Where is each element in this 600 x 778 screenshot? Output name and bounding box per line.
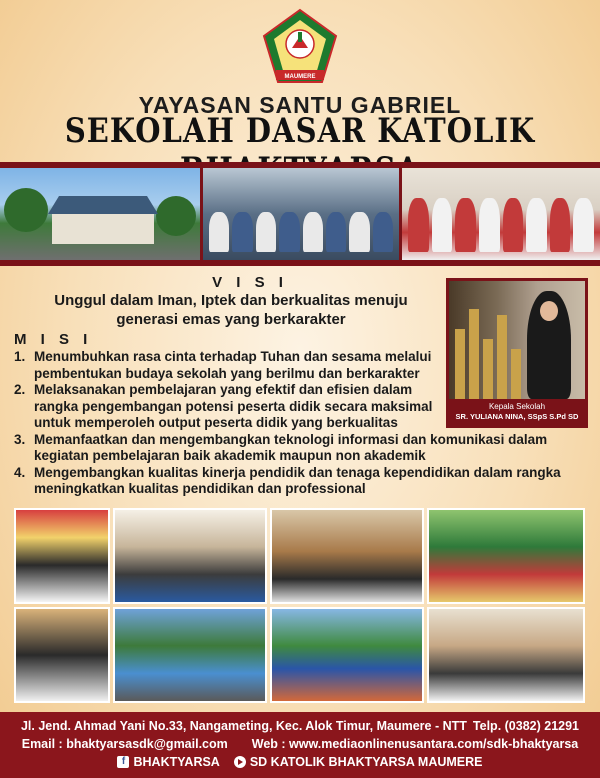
gallery-photo: [270, 508, 424, 604]
facebook-icon: f: [117, 756, 129, 768]
gallery-photo: [427, 607, 585, 703]
svg-text:MAUMERE: MAUMERE: [284, 74, 316, 80]
photo-banner: [0, 162, 600, 266]
students-uniform-photo: [402, 168, 600, 260]
facebook-link[interactable]: f BHAKTYARSA: [117, 753, 219, 771]
footer-address-row: [0, 717, 600, 735]
misi-item: 3. Memanfaatkan dan mengembangkan teknologi informasi dan komunikasi dalam kegiatan pembelajaran baik akademik maupun non akademik: [14, 431, 548, 463]
principal-name: SR. YULIANA NINA, SSpS S.Pd SD: [455, 412, 579, 421]
visi-title: V I S I: [212, 274, 288, 291]
people-row: [209, 212, 393, 252]
header: [0, 0, 600, 162]
activity-gallery: [14, 508, 586, 706]
footer-contact-row: [0, 735, 600, 753]
vision-mission-section: [0, 266, 600, 506]
building-roof: [48, 196, 158, 214]
address-text: Jl. Jend. Ahmad Yani No.33, Nangameting, Kec. Alok Timur, Maumere - NTT: [20, 719, 467, 733]
tree-shape: [4, 188, 48, 232]
misi-item: 2. Melaksanakan pembelajaran yang efektif dan efisien dalam rangka pengembangan potensi peserta didik secara maksimal untuk memperoleh output peserta didik yang berkualitas: [14, 382, 433, 430]
visi-text: [22, 291, 440, 329]
gallery-photo: [270, 607, 424, 703]
building-body: [52, 214, 154, 244]
school-logo-emblem: [262, 8, 338, 86]
misi-item: 1. Menumbuhkan rasa cinta terhadap Tuhan dan sesama melalui pembentukan budaya sekolah yang berilmu dan berkarakter: [14, 349, 432, 381]
gallery-photo: [427, 508, 585, 604]
foundation-title: YAYASAN SANTU GABRIEL: [138, 92, 462, 118]
gallery-photo: [113, 508, 267, 604]
people-row: [408, 198, 594, 252]
principal-photo: [449, 281, 585, 399]
principal-role: Kepala Sekolah: [488, 402, 546, 411]
school-title: SEKOLAH DASAR KATOLIK: [64, 110, 536, 150]
students-group-photo: [203, 168, 399, 260]
footer-social-row: [0, 753, 600, 771]
email-link[interactable]: Email : bhaktyarsasdk@gmail.com: [21, 737, 228, 751]
gallery-photo: [14, 508, 110, 604]
visi-line: Unggul dalam Iman, Iptek dan berkualitas menuju: [54, 292, 408, 309]
gallery-photo: [113, 607, 267, 703]
misi-title: M I S I: [14, 331, 93, 348]
misi-item: 4. Mengembangkan kualitas kinerja pendidik dan tenaga kependidikan dalam rangka meningkatkan kualitas pendidikan dan professional: [14, 464, 561, 496]
youtube-link[interactable]: SD KATOLIK BHAKTYARSA MAUMERE: [234, 753, 483, 771]
web-link[interactable]: Web : www.mediaonlinenusantara.com/sdk-bhaktyarsa: [251, 737, 579, 751]
tree-shape: [156, 196, 196, 236]
youtube-icon: [234, 756, 246, 768]
visi-line: generasi emas yang berkarakter: [116, 311, 346, 328]
gallery-photo: [14, 607, 110, 703]
school-building-photo: [0, 168, 200, 260]
principal-card: [446, 278, 588, 428]
footer: [0, 712, 600, 778]
phone-text: Telp. (0382) 21291: [472, 719, 580, 733]
